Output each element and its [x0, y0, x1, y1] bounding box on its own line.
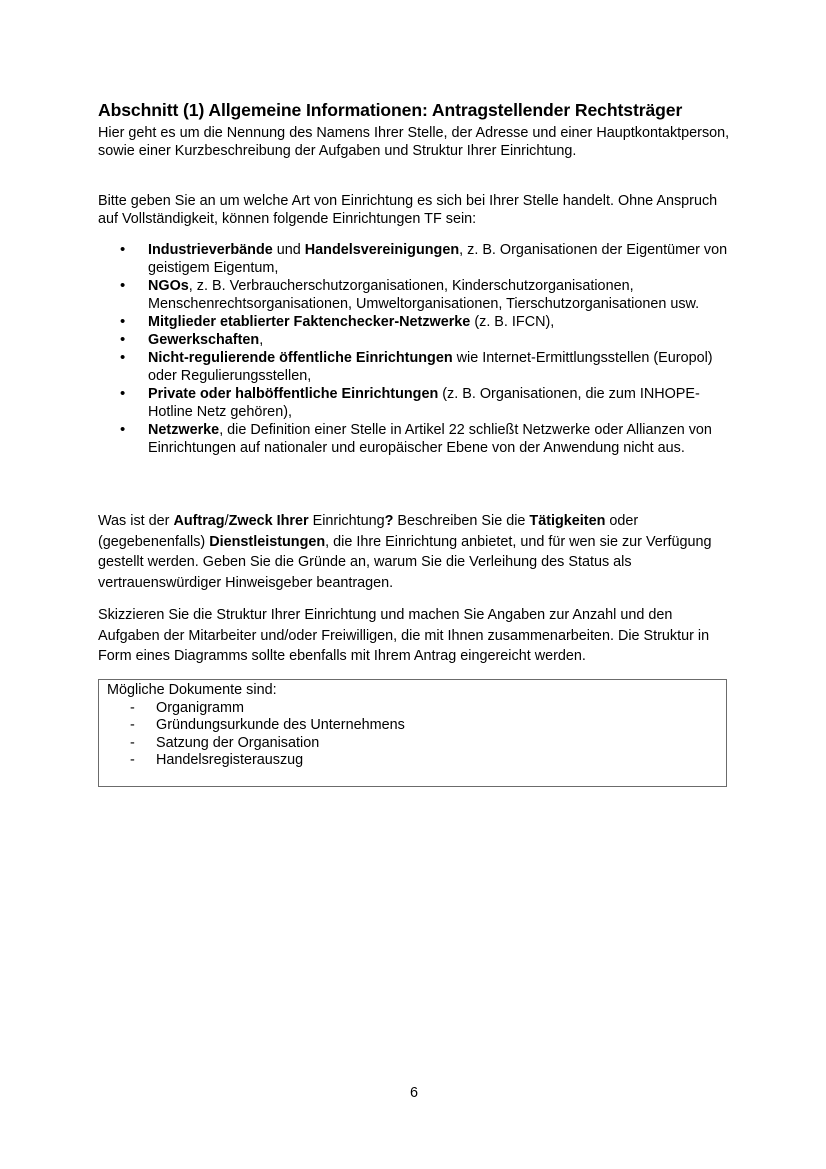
mission-paragraph: [98, 511, 730, 593]
list-item: [98, 385, 730, 421]
list-item-text: , z. B. Verbraucherschutzorganisationen, Kinderschutzorganisationen, Menschenrechtsorganisationen, Umweltorganisationen, Tierschutzorganisationen usw.: [148, 278, 700, 312]
list-item-bold: Nicht-regulierende öffentliche Einrichtungen: [148, 350, 453, 366]
mission-text: /: [224, 513, 229, 529]
list-item: [98, 331, 730, 349]
documents-list: [107, 700, 726, 770]
mission-bold: Tätigkeiten: [529, 513, 606, 529]
list-item: [98, 277, 730, 313]
intro-paragraph: Hier geht es um die Nennung des Namens Ihrer Stelle, der Adresse und einer Hauptkontaktperson, sowie einer Kurzbeschreibung der Aufgaben und Struktur Ihrer Einrichtung.: [98, 125, 730, 159]
documents-box: [98, 679, 727, 787]
list-item-bold: Private oder halböffentliche Einrichtungen: [148, 386, 439, 402]
list-item-bold: NGOs: [148, 278, 189, 294]
list-item: [98, 421, 730, 457]
mission-bold: ?: [384, 513, 394, 529]
documents-title: Mögliche Dokumente sind:: [107, 682, 277, 698]
list-item-text: wie Internet-Ermittlungsstellen (Europol) oder Regulierungsstellen,: [148, 350, 713, 384]
structure-paragraph: Skizzieren Sie die Struktur Ihrer Einrichtung und machen Sie Angaben zur Anzahl und den Aufgaben der Mitarbeiter und/oder Freiwilligen, die mit Ihnen zusammenarbeiten. Die Struktur in Form eines Diagramms sollte ebenfalls mit Ihrem Antrag eingereicht werden.: [98, 607, 710, 664]
document-item: - Gründungsurkunde des Unternehmens: [107, 717, 726, 735]
list-item-text: , die Definition einer Stelle in Artikel 22 schließt Netzwerke oder Allianzen von Einrichtungen auf nationaler und europäischer Ebene von der Anwendung nicht aus.: [148, 422, 712, 456]
list-item-bold: Gewerkschaften: [148, 332, 260, 348]
types-intro-paragraph: Bitte geben Sie an um welche Art von Einrichtung es sich bei Ihrer Stelle handelt. Ohne Anspruch auf Vollständigkeit, können folgende Einrichtungen TF sein:: [98, 193, 718, 227]
mission-bold: Zweck Ihrer: [228, 513, 309, 529]
list-item-text: (z. B. Organisationen, die zum INHOPE-Hotline Netz gehören),: [148, 386, 700, 420]
mission-text: , die Ihre Einrichtung anbietet, und für wen sie zur Verfügung gestellt werden. Geben Sie die Gründe an, warum Sie die Verleihung des Status als vertrauenswürdiger Hinweisgeber beantragen.: [98, 533, 712, 591]
list-item-text: ,: [259, 332, 264, 348]
list-item-bold: Industrieverbände: [148, 242, 273, 258]
document-item: - Handelsregisterauszug: [107, 752, 726, 770]
mission-bold: Auftrag: [173, 513, 225, 529]
list-item-bold: Netzwerke: [148, 422, 220, 438]
list-item-bold: Mitglieder etablierter Faktenchecker-Netzwerke: [148, 314, 471, 330]
document-item: - Satzung der Organisation: [107, 735, 726, 753]
list-item: [98, 313, 730, 331]
list-item-text: und: [272, 242, 305, 258]
list-item-text: (z. B. IFCN),: [470, 314, 555, 330]
page-number: 6: [409, 1085, 418, 1101]
section-heading: Abschnitt (1) Allgemeine Informationen: Antragstellender Rechtsträger: [98, 100, 683, 120]
mission-text: Was ist der: [98, 513, 174, 529]
list-item-bold: Handelsvereinigungen: [304, 242, 460, 258]
document-item: - Organigramm: [107, 700, 726, 718]
mission-bold: Dienstleistungen: [209, 533, 326, 550]
mission-text: Beschreiben Sie die: [393, 513, 530, 529]
list-item-text: , z. B. Organisationen der Eigentümer von geistigem Eigentum,: [148, 242, 728, 276]
list-item: [98, 349, 730, 385]
mission-text: Einrichtung: [308, 513, 385, 529]
mission-text: oder (gegebenenfalls): [98, 513, 639, 550]
document-page: [98, 0, 730, 1169]
list-item: [98, 241, 730, 277]
organization-types-list: [98, 241, 730, 457]
